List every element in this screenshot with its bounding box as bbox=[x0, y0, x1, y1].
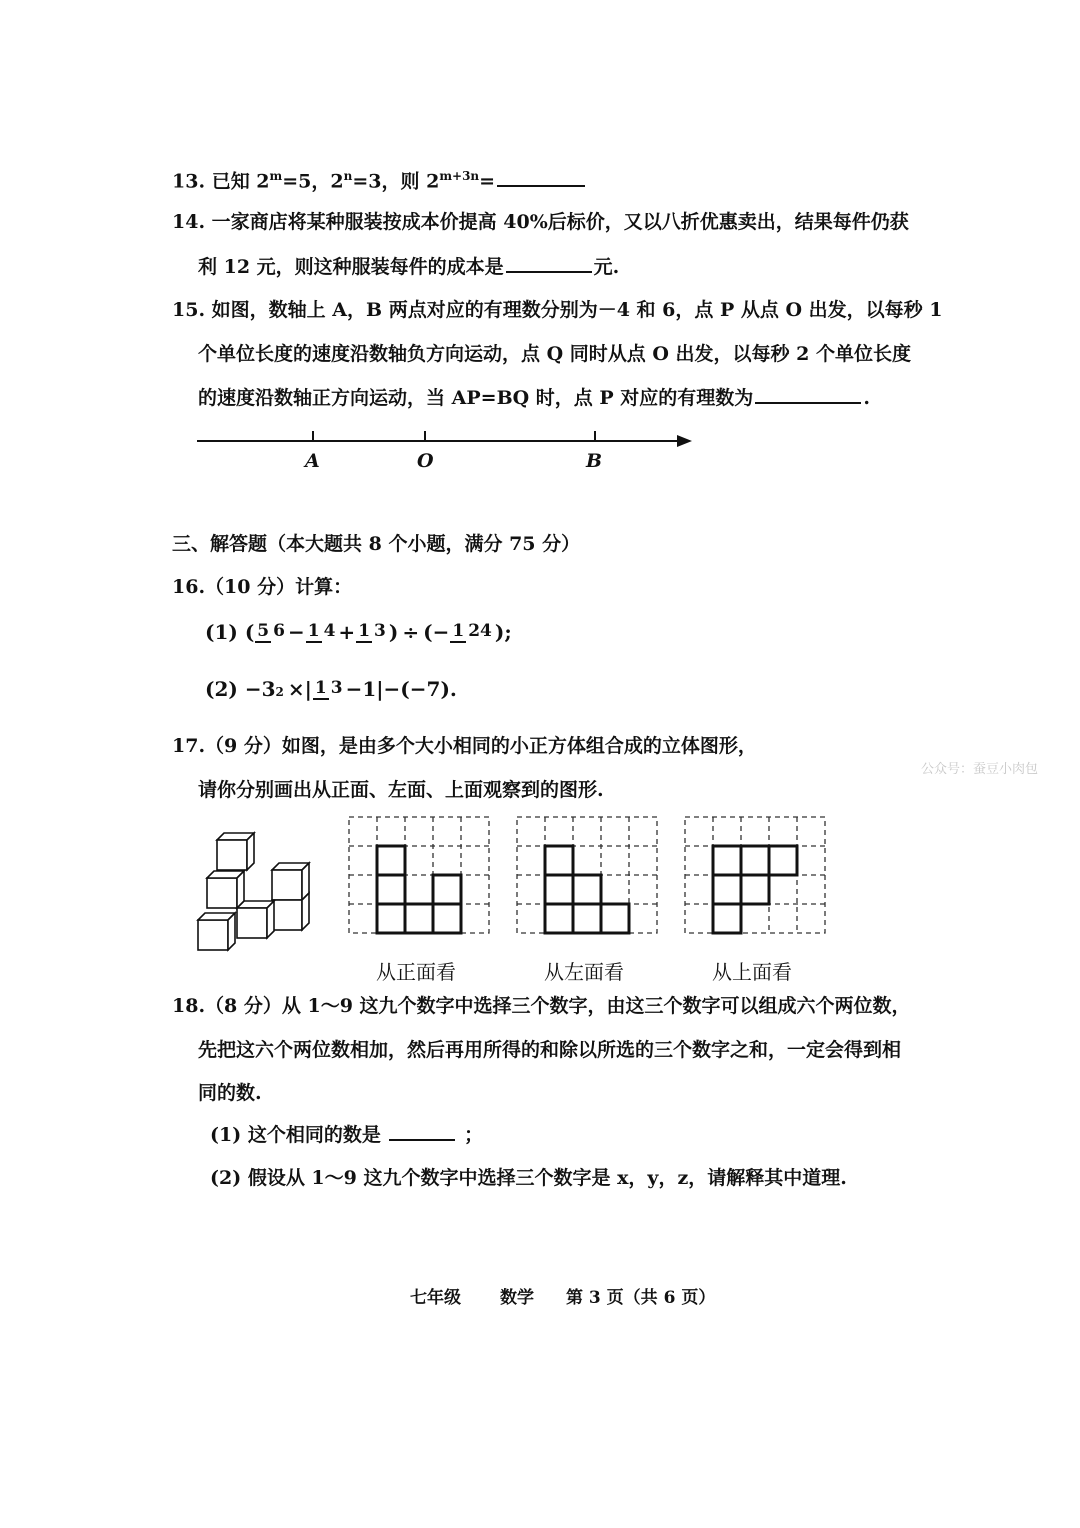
number-line-diagram bbox=[195, 425, 715, 475]
axis-label-a: A bbox=[305, 450, 320, 472]
arrow-head-icon bbox=[677, 435, 692, 447]
q14-line-1: 14. 一家商店将某种服装按成本价提高 40%后标价，又以八折优惠卖出，结果每件仍获 bbox=[172, 211, 909, 233]
q17-line-2: 请你分别画出从正面、左面、上面观察到的图形. bbox=[198, 779, 604, 801]
q18-line-1: 18.（8 分）从 1～9 这九个数字中选择三个数字，由这三个数字可以组成六个两位数， bbox=[172, 995, 911, 1017]
q14-answer-blank[interactable] bbox=[506, 270, 592, 273]
q18-line-3: 同的数. bbox=[198, 1082, 262, 1104]
q14-line-2: 利 12 元，则这种服装每件的成本是 元. bbox=[198, 256, 620, 278]
top-view-grid[interactable] bbox=[684, 816, 826, 934]
fraction-1-3b: 1 3 bbox=[314, 678, 343, 699]
q15-answer-blank[interactable] bbox=[755, 401, 861, 404]
q18-part2: (2) 假设从 1～9 这九个数字中选择三个数字是 x，y，z，请解释其中道理. bbox=[210, 1167, 847, 1189]
caption-left-view: 从左面看 bbox=[544, 960, 624, 984]
q18-line-2: 先把这六个两位数相加，然后再用所得的和除以所选的三个数字之和，一定会得到相 bbox=[198, 1039, 902, 1061]
fraction-1-4: 1 4 bbox=[307, 621, 336, 642]
footer-grade: 七年级 bbox=[410, 1288, 461, 1308]
cube-stack-figure bbox=[195, 830, 325, 960]
q16-part2: (2) −3 2 ×| 1 3 −1|−(−7). bbox=[205, 677, 457, 701]
q18-answer-blank[interactable] bbox=[389, 1138, 455, 1141]
caption-top-view: 从上面看 bbox=[712, 960, 792, 984]
q15-line-1: 15. 如图，数轴上 A，B 两点对应的有理数分别为－4 和 6，点 P 从点 O 出发，以每秒 1 bbox=[172, 299, 943, 321]
left-view-grid[interactable] bbox=[516, 816, 658, 934]
q15-line-3: 的速度沿数轴正方向运动，当 AP=BQ 时，点 P 对应的有理数为 . bbox=[198, 387, 870, 409]
axis-label-b: B bbox=[586, 450, 603, 472]
q18-part1: (1) 这个相同的数是 ； bbox=[210, 1124, 484, 1146]
q15-line-2: 个单位长度的速度沿数轴负方向运动，点 Q 同时从点 O 出发，以每秒 2 个单位长度 bbox=[198, 343, 912, 365]
section-title: 三、解答题（本大题共 8 个小题，满分 75 分） bbox=[172, 533, 581, 555]
q13-number: 13. bbox=[172, 170, 206, 193]
watermark: 公众号：蚕豆小肉包 bbox=[921, 762, 1039, 777]
fraction-1-3: 1 3 bbox=[358, 621, 386, 642]
fraction-1-24: 1 24 bbox=[452, 621, 492, 642]
footer-subject: 数学 bbox=[500, 1288, 534, 1308]
q13-line: 13. 已知 $2^m=5$，$2^n=3$，则 $2^{m+3n}=$ bbox=[172, 170, 587, 191]
q16-part1: (1) ( 5 6 − 1 4 + 1 3 ) ÷ (− 1 24 ); bbox=[205, 620, 512, 644]
fraction-5-6: 5 6 bbox=[257, 621, 285, 642]
front-view-grid[interactable] bbox=[348, 816, 490, 934]
footer-page: 第 3 页（共 6 页） bbox=[566, 1288, 716, 1308]
q16-header: 16.（10 分）计算： bbox=[172, 576, 353, 598]
q17-line-1: 17.（9 分）如图，是由多个大小相同的小正方体组合成的立体图形， bbox=[172, 735, 757, 757]
caption-front-view: 从正面看 bbox=[376, 960, 456, 984]
axis-label-o: O bbox=[417, 450, 434, 472]
q13-answer-blank[interactable] bbox=[497, 184, 585, 187]
